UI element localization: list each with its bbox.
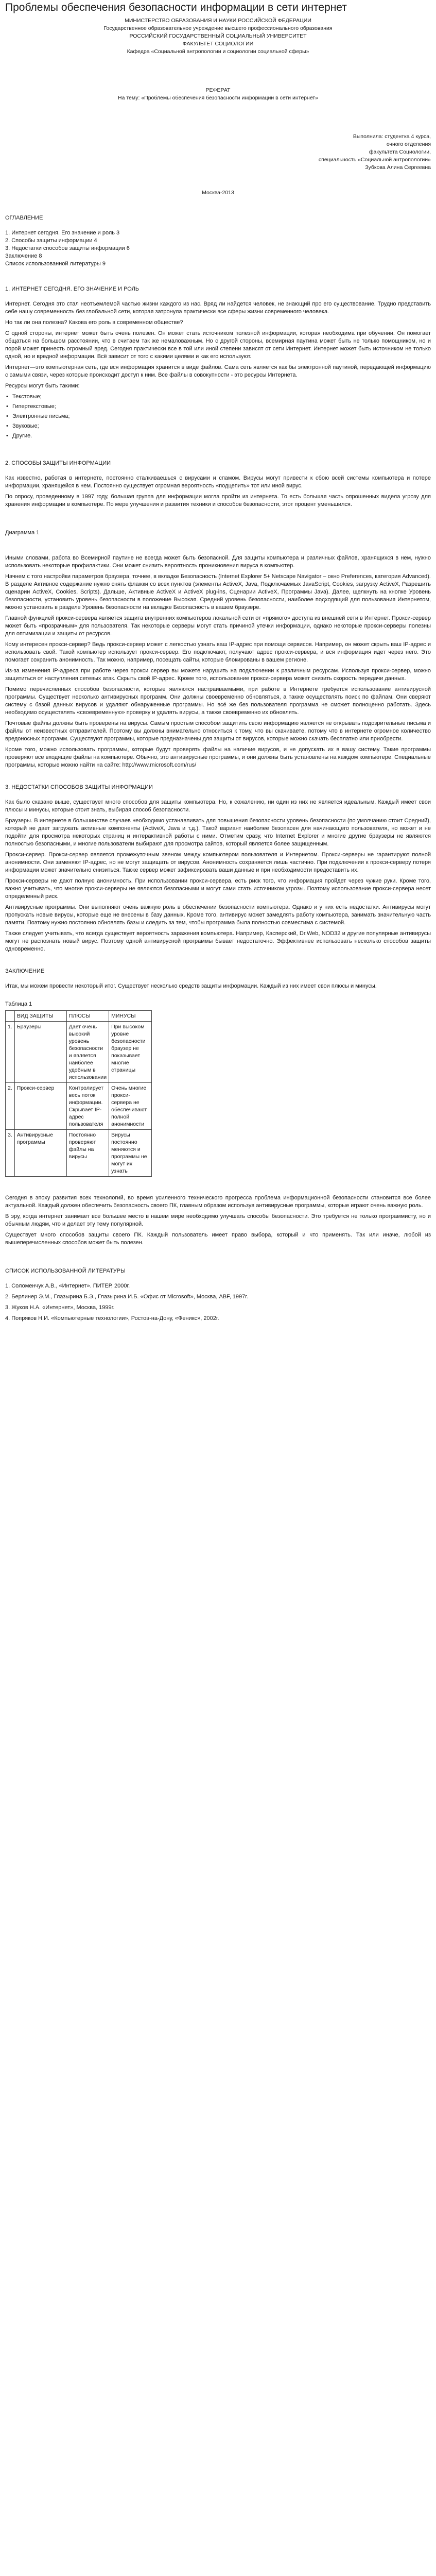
table-header-cell: ВИД ЗАЩИТЫ: [14, 1011, 66, 1022]
table-cell: 3.: [6, 1130, 15, 1177]
faculty-line: ФАКУЛЬТЕТ СОЦИОЛОГИИ: [182, 41, 254, 47]
work-type: РЕФЕРАТ: [205, 87, 231, 93]
bibliography-item: 2. Берлинер Э.М., Глазырина Б.Э., Глазырина И.Б. «Офис от Microsoft», Москва, ABF, 1997г.: [5, 1294, 248, 1300]
table-cell: Дает очень высокий уровень безопасности и является наиболее удобным в использовании: [66, 1022, 109, 1083]
paragraph: По опросу, проведенному в 1997 году, большая группа для информации могла пройти из интернета. То есть большая часть опрошенных видела угрозу для хранения информации в компьютере. По мере улучшения и развития техники и способов безопасности, этот процент уменьшился.: [5, 494, 431, 507]
paragraph: Главной функцией прокси-сервера является защита внутренних компьютеров локальной сети от «прямого» доступа из внешней сети в Интернет. Прокси-сервер может быть «прозрачным» для пользователя. Так некоторые серверы могут стать причиной утечки информации, однако некоторые прокси-серверы полезны для оптимизации и защиты от ресурсов.: [5, 615, 431, 637]
toc-item: 1. Интернет сегодня. Его значение и роль 3: [5, 230, 120, 236]
paragraph: Антивирусные программы. Они выполняют очень важную роль в обеспечении безопасности компьютера. Однако и у них есть недостатки. Антивирусы могут пропускать новые вирусы, которые еще не внесены в базу данных. Кроме того, антивирус может замедлять работу компьютера, занимать значительную часть памяти. Поэтому нужно постоянно обновлять базы и следить за тем, чтобы программа была полностью совместима с системой.: [5, 904, 431, 926]
paragraph: Прокси-серверы не дают полную анонимность. При использовании прокси-сервера, есть риск того, что информация пройдет через чужие руки. Кроме того, важно учитывать, что многие прокси-серверы не являются безопасными и могут сами стать источником угрозы. Поэтому использование прокси-сервера несет определенный риск.: [5, 878, 431, 900]
city-year: Москва-2013: [202, 190, 234, 196]
author-line: Зубкова Алина Сергеевна: [365, 164, 431, 171]
section-2-heading: 2. СПОСОБЫ ЗАЩИТЫ ИНФОРМАЦИИ: [5, 460, 111, 466]
document-title: Проблемы обеспечения безопасности информации в сети интернет: [5, 2, 347, 13]
diagram-label: Диаграмма 1: [5, 530, 40, 536]
bibliography-item: 4. Попряков Н.И. «Компьютерные технологии», Ростов-на-Дону, «Феникс», 2002г.: [5, 1315, 219, 1321]
table-cell: Браузеры: [14, 1022, 66, 1083]
list-item: • Звуковые;: [5, 422, 431, 430]
table-header-cell: ПЛЮСЫ: [66, 1011, 109, 1022]
paragraph: Также следует учитывать, что всегда существует вероятность заражения компьютера. Например, Касперский, Dr.Web, NOD32 и другие популярные антивирусы могут не распознать новый вирус. Поэтому одной антивирусной программы бывает недостаточно. Эффективнее использовать несколько способов защиты одновременно.: [5, 930, 431, 952]
paragraph: Сегодня в эпоху развития всех технологий, во время усиленного технического прогресса проблема информационной безопасности становится все более актуальной. Каждый должен обеспечить безопасность своего ПК, главным образом используя антивирусные программы, которые играют очень важную роль.: [5, 1195, 431, 1209]
author-line: Выполнила: студентка 4 курса,: [353, 133, 431, 140]
paragraph: Помимо перечисленных способов безопасности, которые являются настраиваемыми, при работе в Интернете требуется использование антивирусной программы. Существует несколько антивирусных программ. Они должны своевременно обновляться, а также осуществлять поиск по файлам. Они сверяют систему с базой данных вирусов и удаляют обнаруженные программы. Но всё же без пользователя программа не сможет полноценно работать. Здесь необходимо осуществлять «своевременную» проверку и удалять вирусы, а также своевременно их обновлять.: [5, 686, 431, 716]
paragraph: Почтовые файлы должны быть проверены на вирусы. Самым простым способом защитить свою информацию является не открывать подозрительные письма и файлы от неизвестных отправителей. Поэтому вы должны внимательно относиться к тому, что вы скачиваете, потому что в интернете огромное количество вредоносных программ. Существуют программы, которые предназначены для защиты от вирусов, которые можно скачать бесплатно или приобрести.: [5, 720, 431, 742]
paragraph: Итак, мы можем провести некоторый итог. Существует несколько средств защиты информации. Каждый из них имеет свои плюсы и минусы.: [5, 983, 377, 989]
toc-heading: ОГЛАВЛЕНИЕ: [5, 215, 43, 221]
table-header-cell: МИНУСЫ: [109, 1011, 152, 1022]
paragraph: Но так ли она полезна? Какова его роль в современном обществе?: [5, 319, 183, 326]
table-cell: 2.: [6, 1083, 15, 1130]
department-line: Кафедра «Социальной антропологии и социологии социальной сферы»: [127, 48, 309, 55]
paragraph: Начнем с того настройки параметров браузера, точнее, в вкладке Безопасность (Internet Explorer 5+ Netscape Navigator – окно Preferences, категория Advanced). В разделе Активное содержание нужно снять флажки со всех пунктов (элементы ActiveX, Java, Подключаемых JavaScript, Cookies, загрузку ActiveX, Разрешить сценарии ActiveX, Cookies, Scripts). Дальше, Активные ActiveX и ActiveX plug-ins, Сценарии ActiveX, Программы Java). Далее, щелкнуть на кнопке Уровень безопасности, установить уровень безопасности в положение Высокая. Средний уровень безопасности, наиболее подходящий для пользования Интернетом, можно установить в разделе Уровень безопасности на вкладке Безопасность в вашем браузере.: [5, 573, 431, 611]
list-item: • Текстовые;: [5, 393, 431, 401]
table-header-row: [6, 1011, 152, 1022]
author-line: очного отделения: [386, 141, 431, 147]
table-header-cell: [6, 1011, 15, 1022]
bibliography-list: [5, 1282, 431, 1323]
list-item: • Электронные письма;: [5, 413, 431, 420]
author-line: факультета Социологии,: [369, 149, 431, 155]
table-cell: Постоянно проверяют файлы на вирусы: [66, 1130, 109, 1177]
paragraph: Кому интересен прокси-сервер? Ведь прокси-сервер может с легкостью узнать ваш IP-адрес при помощи сервисов. Например, он может скрыть ваш IP-адрес и использовать свой. Такой компьютер использует прокси-сервер. Его подключают, получают адрес прокси-сервера, и вся информация идет через него. Это помогает сохранить анонимность. Так можно, например, посещать сайты, которые блокированы в вашем регионе.: [5, 641, 431, 663]
table-cell: При высоком уровне безопасности браузер не показывает многие страницы: [109, 1022, 152, 1083]
author-line: специальность «Социальной антропологии»: [318, 157, 431, 163]
table-cell: Очень многие прокси-сервера не обеспечивают полной анонимности: [109, 1083, 152, 1130]
paragraph: Как было сказано выше, существует много способов для защиты компьютера. Но, к сожалению, ни один из них не является идеальным. Каждый имеет свои плюсы и минусы, которые стоит знать, выбирая способ безопасности.: [5, 799, 431, 813]
table-label: Таблица 1: [5, 1001, 32, 1007]
bibliography-heading: СПИСОК ИСПОЛЬЗОВАННОЙ ЛИТЕРАТУРЫ: [5, 1268, 126, 1274]
paragraph: Интернет—это компьютерная сеть, где вся информация хранится в виде файлов. Сама сеть является как бы электронной паутиной, передающей информацию с самыми связи, через которые происходит доступ к ним. Все файлы в совокупности - это ресурсы Интернета.: [5, 364, 431, 378]
paragraph: Из-за изменения IP-адреса при работе через прокси сервер вы можете нарушить на подключении к различным ресурсам. Используя прокси-сервер, можно защититься от наступления сетевых атак. Скрыть свой IP-адрес. Кроме того, использование прокси-сервера может снизить скорость передачи данных.: [5, 668, 431, 682]
table-cell: Контролирует весь поток информации. Скрывает IP-адрес пользователя: [66, 1083, 109, 1130]
bibliography-item: 1. Соломенчук А.В., «Интернет». ПИТЕР, 2000г.: [5, 1283, 130, 1289]
table-cell: 1.: [6, 1022, 15, 1083]
paragraph: Ресурсы могут быть такими:: [5, 383, 80, 389]
comparison-table: [5, 1010, 152, 1177]
toc-item: 3. Недостатки способов защиты информации 6: [5, 245, 130, 251]
work-topic: На тему: «Проблемы обеспечения безопасности информации в сети интернет»: [118, 95, 318, 101]
paragraph: В эру, когда интернет занимает все большее место в нашем мире необходимо улучшать способы безопасности. Это требуется не только программисту, но и обычным людям, что и делает эту тему популярной.: [5, 1213, 431, 1227]
paragraph: Кроме того, можно использовать программы, которые будут проверять файлы на наличие вирусов, и не допускать их в вашу систему. Такие программы проверяют все входящие файлы на компьютере. Обычно, это антивирусные программы, и они должны быть установлены на каждом компьютере. Специальные программы, которые можно найти на сайте: http://www.microsoft.com/rus/: [5, 747, 431, 768]
institution-line: Государственное образовательное учреждение высшего профессионального образования: [103, 25, 333, 31]
table-cell: Антивирусные программы: [14, 1130, 66, 1177]
list-item: • Гипертекстовые;: [5, 403, 431, 411]
author-block: [5, 133, 431, 172]
toc-item: Заключение 8: [5, 253, 42, 259]
section-1-heading: 1. ИНТЕРНЕТ СЕГОДНЯ. ЕГО ЗНАЧЕНИЕ И РОЛЬ: [5, 286, 139, 292]
table-cell: Прокси-сервер: [14, 1083, 66, 1130]
paragraph: Прокси-сервер. Прокси-сервер является промежуточным звеном между компьютером пользователя и Интернетом. Прокси-серверы не гарантируют полной анонимности. Они заменяют IP-адрес, но не могут защищать от вирусов. Анонимность сохраняется лишь частично. При подключении к прокси-серверу потеря информации может значительно снизиться. Также сервер может зафиксировать ваши данные и при необходимости предоставить их.: [5, 852, 431, 873]
resource-list: [5, 393, 431, 440]
toc-item: 2. Способы защиты информации 4: [5, 238, 97, 244]
paragraph: Как известно, работая в интернете, постоянно сталкиваешься с вирусами и спамом. Вирусы могут привести к сбою всей системы компьютера и потере информации, хранящейся в нем. Постоянно существует огромная вероятность «подцепить» тот или иной вирус.: [5, 475, 431, 489]
toc-list: [5, 229, 431, 268]
paragraph: Браузеры. В интернете в большинстве случаев необходимо устанавливать для повышения безопасности уровень безопасности (по умолчанию стоит Средний), который не дает загружать активные компоненты (ActiveX, Java и т.д.). Такой вариант наиболее безопасен для начинающего пользователя, но может и не подойти для просмотра некоторых страниц и интерактивной работы с ними. Отметим сразу, что Internet Explorer и многие другие браузеры не являются полностью безопасными, и многие пользователи выбирают для просмотра сайтов, который является более защищенным.: [5, 818, 431, 847]
document-page: [0, 1, 436, 1323]
paragraph: С одной стороны, интернет может быть очень полезен. Он может стать источником полезной информации, которая необходима при обучении. Он помогает общаться на большом расстоянии, что в считаем так же немаловажным. Но с другой стороны, всемирная паутина может быть не только помощником, но и порой может принесть огромный вред. Сегодня практически все в той или иной степени зависят от сети Интернет. Интернет может быть источником не только одной, но и вредной информации. Всё зависит от того с какими целями и как его используют.: [5, 330, 431, 360]
section-3-heading: 3. НЕДОСТАТКИ СПОСОБОВ ЗАЩИТЫ ИНФОРМАЦИИ: [5, 784, 153, 790]
table-row: [6, 1130, 152, 1177]
paragraph: Существует много способов защиты своего ПК. Каждый пользователь имеет право выбора, который и что применять. Так или иначе, любой из вышеперечисленных способов может быть полезен.: [5, 1232, 431, 1246]
table-row: [6, 1083, 152, 1130]
university-line: РОССИЙСКИЙ ГОСУДАРСТВЕННЫЙ СОЦИАЛЬНЫЙ УНИВЕРСИТЕТ: [129, 33, 307, 39]
list-item: • Другие.: [5, 432, 431, 440]
conclusion-heading: ЗАКЛЮЧЕНИЕ: [5, 968, 45, 974]
bibliography-item: 3. Жуков Н.А. «Интернет», Москва, 1999г.: [5, 1304, 115, 1311]
table-cell: Вирусы постоянно меняются и программы не могут их узнать: [109, 1130, 152, 1177]
ministry-line: МИНИСТЕРСТВО ОБРАЗОВАНИЯ И НАУКИ РОССИЙСКОЙ ФЕДЕРАЦИИ: [125, 18, 311, 24]
paragraph: Интернет. Сегодня это стал неотъемлемой частью жизни каждого из нас. Вряд ли найдется человек, не знающий про его существование. Трудно представить себе нашу современность без глобальной сети, которая затронула практически все сферы жизни современного человека.: [5, 301, 431, 315]
paragraph: Иными словами, работа во Всемирной паутине не всегда может быть безопасной. Для защиты компьютера и различных файлов, хранящихся в нем, нужно использовать некоторые профилактики. Они может снизить вероятность проникновения вируса в компьютер.: [5, 555, 431, 569]
table-row: [6, 1022, 152, 1083]
toc-item: Список использованной литературы 9: [5, 261, 106, 267]
